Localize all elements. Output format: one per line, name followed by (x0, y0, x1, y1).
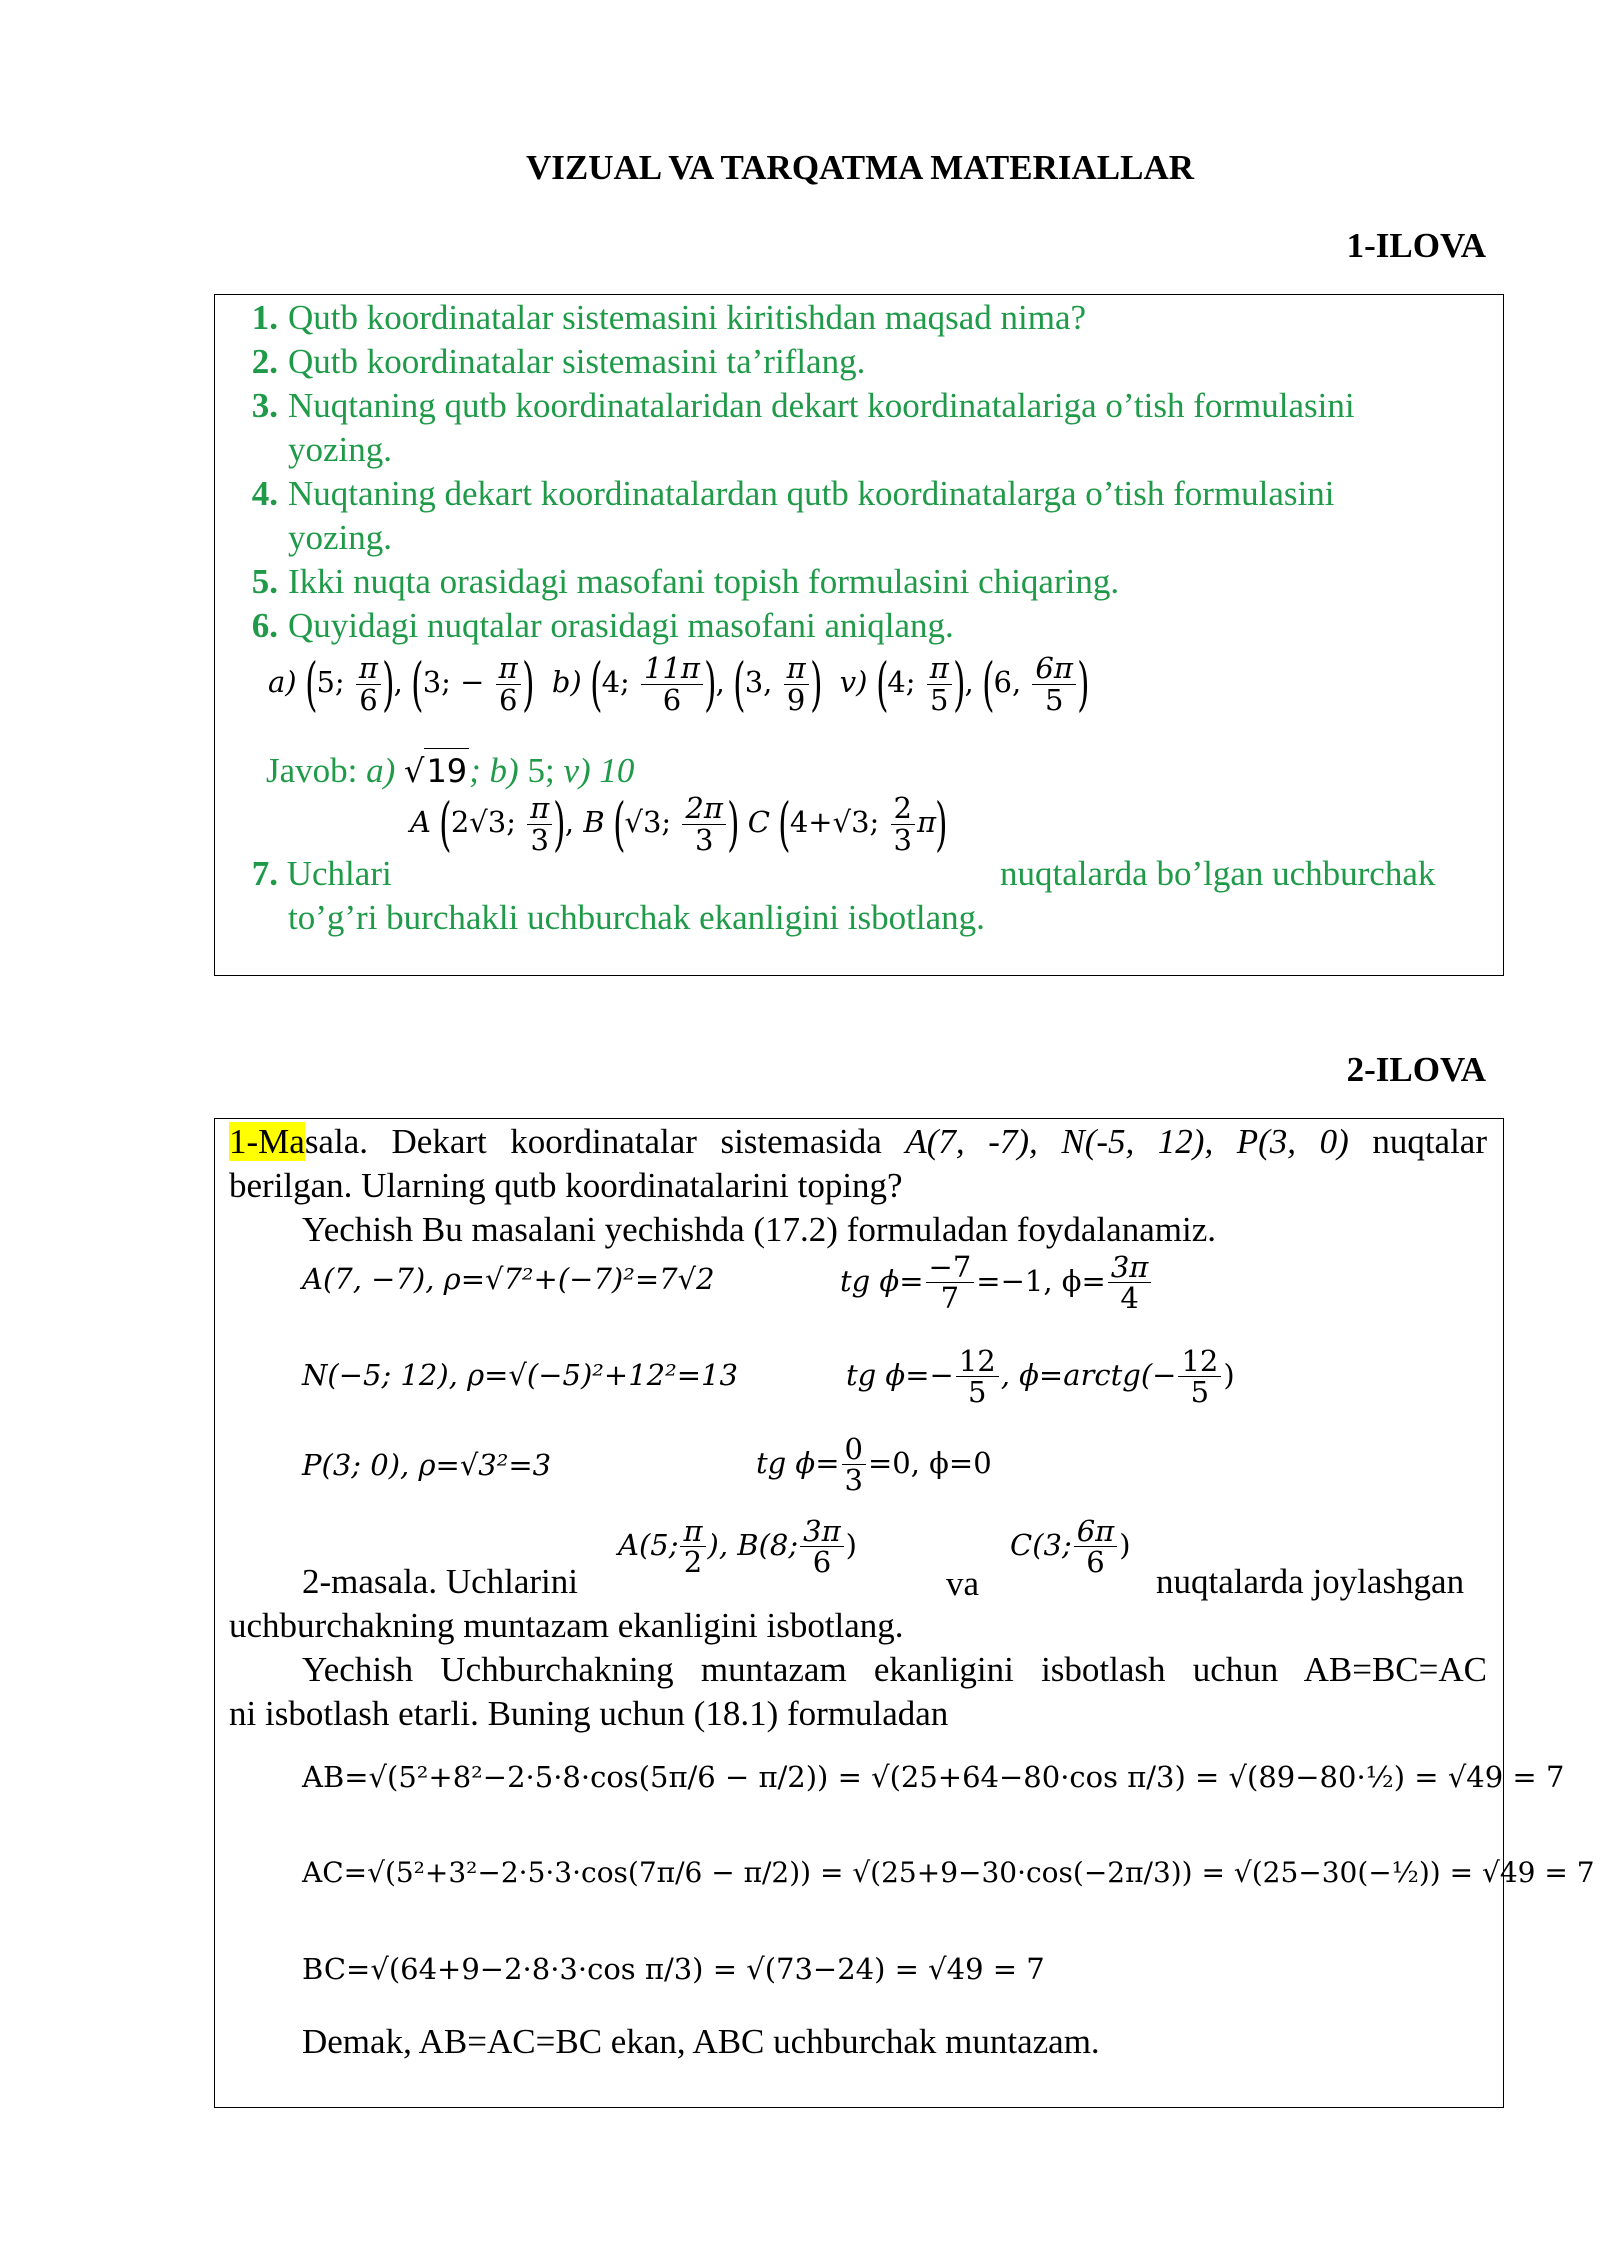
masala-2-C: C(3; (1010, 1527, 1072, 1562)
eq-P-left (302, 1448, 551, 1482)
eq-AC-text: AC=√(5²+3²−2·5·3·cos(7π/6 − π/2)) = √(25+9−30·cos(−2π/3)) = √(25−30(−½)) = √49 = 7 (302, 1856, 1595, 1889)
frac-num: 3π (800, 1516, 844, 1547)
question-text: yozing. (288, 430, 393, 469)
question-7-line2: to’g’ri burchakli uchburchak ekanligini isbotlang. (288, 898, 985, 937)
question-text: Nuqtaning qutb koordinatalaridan dekart koordinatalariga o’tish formulasini (288, 386, 1355, 425)
point-A: A (410, 805, 431, 839)
yechish-1: Yechish Bu masalani yechishda (17.2) formuladan foydalanamiz. (302, 1210, 1216, 1249)
frac-den: 5 (1044, 682, 1064, 717)
question-list (238, 296, 1498, 648)
masala-2-va: va (946, 1564, 980, 1603)
q6-point-a2: 3; − (422, 665, 485, 699)
frac-den: 3 (530, 822, 549, 857)
masala-1-line2: berilgan. Ularning qutb koordinatalarini toping? (229, 1166, 903, 1205)
question-line (238, 472, 1498, 516)
frac-num: 11π (641, 653, 703, 684)
q6-point-b1: 4; (601, 665, 630, 699)
page-title: VIZUAL VA TARQATMA MATERIALLAR (525, 148, 1195, 187)
question-7-start: Uchlari (286, 854, 392, 893)
frac-num: π (927, 653, 952, 684)
eq-N-rho: N(−5; 12), ρ=√(−5)²+12²=13 (302, 1358, 738, 1392)
frac-den: 6 (662, 682, 682, 717)
eq-N-mid: , ϕ=arctg(− (1000, 1357, 1177, 1392)
question-number: 3. (251, 386, 278, 425)
masala-1-points: A(7, -7), N(-5, 12), P(3, 0) (905, 1122, 1349, 1161)
frac-num: 2 (891, 793, 915, 824)
frac-den: 3 (844, 1463, 863, 1498)
masala-2-point-C: C(3; $\frac{6\pi}{6}$ ) (1010, 1514, 1131, 1580)
question-line (238, 516, 1498, 560)
javob-sqrt-value: 19 (424, 748, 469, 793)
javob-b: ; b) (469, 751, 519, 790)
masala-2-B: ), B(8; (707, 1527, 799, 1562)
javob-v-value: 10 (599, 751, 635, 790)
frac-den: 7 (940, 1281, 960, 1316)
ilova-1-label: 1-ILOVA (1346, 226, 1486, 265)
masala-2-points: A(5; $\frac{\pi}{2}$ ), B(8; $\frac{3\pi}{6}$ ) (618, 1514, 857, 1580)
yechish-2b: ni isbotlash etarli. Buning uchun (18.1) formuladan (229, 1694, 949, 1733)
frac-num: 12 (1178, 1346, 1221, 1377)
frac-den: 6 (1086, 1545, 1105, 1580)
frac-num: π (496, 653, 521, 684)
frac-den: 6 (498, 682, 518, 717)
frac-den: 5 (930, 682, 949, 717)
eq-BC-text: BC=√(64+9−2·8·3·cos π/3) = √(73−24) = √49 = 7 (302, 1952, 1045, 1986)
question-line (238, 560, 1498, 604)
eq-A-rho: A(7, −7), ρ=√7²+(−7)²=7√2 (302, 1262, 715, 1296)
frac-num: 6π (1032, 653, 1076, 684)
frac-num: 0 (842, 1434, 866, 1465)
javob-a: a) (366, 751, 396, 790)
q6-b-label: b) (551, 665, 582, 699)
question-line (238, 296, 1498, 340)
question-text: Quyidagi nuqtalar orasidagi masofani aniqlang. (288, 606, 954, 645)
masala-2-line2: uchburchakning muntazam ekanligini isbotlang. (229, 1606, 904, 1645)
eq-P-right (756, 1434, 992, 1496)
question-text: Nuqtaning dekart koordinatalardan qutb koordinatalarga o’tish formulasini (288, 474, 1335, 513)
demak-line: Demak, AB=AC=BC ekan, ABC uchburchak muntazam. (302, 2022, 1100, 2061)
pi-symbol: π (916, 805, 937, 839)
eq-A-left (302, 1262, 715, 1296)
frac-den: 3 (893, 822, 912, 857)
frac-den: 5 (968, 1375, 987, 1410)
javob-label: Javob: (266, 751, 358, 790)
eq-A-right (840, 1252, 1153, 1314)
comma: , (964, 665, 974, 699)
masala-1-line1 (229, 1120, 1487, 1164)
point-B-coord: √3; (624, 805, 672, 839)
frac-num: π (527, 793, 552, 824)
masala-1-text: sala. Dekart koordinatalar sistemasida (304, 1122, 882, 1161)
eq-N-left (302, 1358, 738, 1392)
q6-v-label: v) (839, 665, 868, 699)
javob-b-value: 5; (527, 751, 555, 790)
eq-N-tg: tg ϕ=− (846, 1357, 954, 1392)
question-line (238, 340, 1498, 384)
masala-1-end: nuqtalar (1372, 1122, 1488, 1161)
question-number: 6. (251, 606, 278, 645)
ilova-2-label: 2-ILOVA (1346, 1050, 1486, 1089)
frac-den: 4 (1120, 1281, 1139, 1316)
eq-P-rho: P(3; 0), ρ=√3²=3 (302, 1448, 552, 1482)
masala-2-start: 2-masala. Uchlarini (302, 1562, 579, 1601)
frac-num: 3π (1108, 1252, 1152, 1283)
point-A-coord: 2√3; (450, 805, 516, 839)
frac-den: 6 (812, 1545, 832, 1580)
eq-AB (302, 1760, 1564, 1794)
q6-point-v2: 6, (993, 665, 1022, 699)
question-text: yozing. (288, 518, 393, 557)
eq-N-end: ) (1223, 1357, 1235, 1392)
eq-P-end: =0, ϕ=0 (867, 1445, 992, 1480)
question-line (238, 428, 1498, 472)
q6-point-a1: 5; (316, 665, 345, 699)
q7-points-math: A (2√3; $\frac{\pi}{3}$ ), B (√3; $\frac{2\pi}{3}$ ) C (4+√3; $\frac{2}{3}$ π) (410, 790, 948, 858)
frac-den: 2 (683, 1545, 703, 1580)
q6-point-v1: 4; (887, 665, 916, 699)
q6-point-b2: 3, (744, 665, 773, 699)
frac-num: −7 (926, 1252, 975, 1283)
frac-den: 3 (694, 822, 714, 857)
point-C-coord: 4+√3; (789, 805, 880, 839)
question-text: Qutb koordinatalar sistemasini ta’riflang. (288, 342, 866, 381)
masala-2-A: A(5; (618, 1527, 679, 1562)
eq-A-tg: tg ϕ= (840, 1263, 924, 1298)
frac-num: π (356, 653, 381, 684)
javob-line: Javob: a) √19; b) 5; v) 10 (266, 748, 634, 793)
question-7-end: nuqtalarda bo’lgan uchburchak (1000, 854, 1436, 893)
frac-num: π (784, 653, 809, 684)
eq-A-mid: =−1, ϕ= (976, 1263, 1106, 1298)
question-number: 1. (251, 298, 278, 337)
question-text: Ikki nuqta orasidagi masofani topish formulasini chiqaring. (288, 562, 1120, 601)
comma: , (715, 665, 725, 699)
frac-num: π (680, 1516, 705, 1547)
point-C: C (747, 805, 770, 839)
eq-AC (302, 1856, 1595, 1889)
question-line (238, 604, 1498, 648)
frac-den: 6 (359, 682, 378, 717)
masala-1-highlight: 1-Ma (229, 1122, 305, 1161)
q6-points-math: a) (5; $\frac{\pi}{6}$ ), (3; − $\frac{\pi}{6}$ ) b) (4; $\frac{11\pi}{6}$ ), (3, $\frac{\pi}{9}$ ) v) (4; $\frac{\pi}{5}$ ), (6, $\frac{6\pi}{5}$ ) (268, 650, 1090, 718)
comma: , (393, 665, 403, 699)
yechish-2a: Yechish Uchburchakning muntazam ekanligini isbotlash uchun AB=BC=AC (302, 1650, 1487, 1689)
frac-num: 6π (1074, 1516, 1118, 1547)
question-line (238, 384, 1498, 428)
eq-AB-text: AB=√(5²+8²−2·5·8·cos(5π/6 − π/2)) = √(25+64−80·cos π/3) = √(89−80·½) = √49 = 7 (302, 1760, 1565, 1794)
eq-N-right (846, 1346, 1235, 1408)
question-number: 5. (251, 562, 278, 601)
question-7-number: 7. (251, 854, 278, 893)
frac-num: 12 (956, 1346, 999, 1377)
question-number: 2. (251, 342, 278, 381)
javob-v: v) (563, 751, 591, 790)
frac-den: 9 (786, 682, 806, 717)
frac-den: 5 (1190, 1375, 1210, 1410)
eq-P-tg: tg ϕ= (756, 1445, 840, 1480)
question-7-line1 (238, 852, 392, 896)
question-number: 4. (251, 474, 278, 513)
q6-a-label: a) (268, 665, 297, 699)
masala-2-end: nuqtalarda joylashgan (1156, 1562, 1465, 1601)
eq-BC (302, 1952, 1045, 1986)
frac-num: 2π (682, 793, 726, 824)
question-text: Qutb koordinatalar sistemasini kiritishdan maqsad nima? (288, 298, 1087, 337)
point-B: B (583, 805, 605, 839)
